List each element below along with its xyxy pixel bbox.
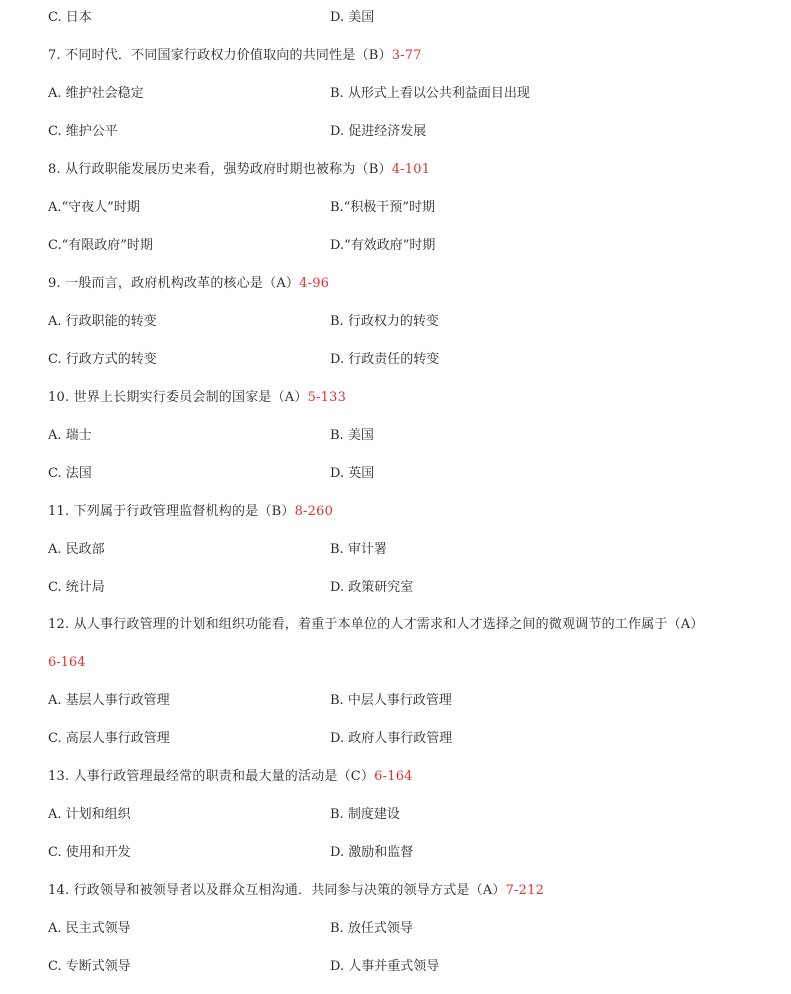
page-reference: 4-96: [299, 276, 330, 291]
option-b: B. 审计署: [330, 542, 387, 557]
option-d: D. 激励和监督: [330, 845, 414, 860]
question-text: 12. 从人事行政管理的计划和组织功能看，着重于本单位的人才需求和人才选择之间的微观调节的工作属于（A）: [48, 617, 704, 632]
option-c: C. 专断式领导: [48, 959, 131, 974]
option-d: D. 人事并重式领导: [330, 959, 440, 974]
option-a: A. 基层人事行政管理: [48, 693, 170, 708]
option-a: A. 维护社会稳定: [48, 86, 144, 101]
option-d: D.“有效政府”时期: [330, 238, 436, 253]
option-c: C. 使用和开发: [48, 845, 131, 860]
question-8: [48, 162, 430, 178]
page-reference: 5-133: [307, 390, 347, 405]
option-b: B. 中层人事行政管理: [330, 693, 452, 708]
question-text: 11. 下列属于行政管理监督机构的是（B）: [48, 504, 295, 519]
option-d: D. 美国: [330, 10, 375, 25]
option-a: A. 民政部: [48, 542, 105, 557]
option-c: C. 高层人事行政管理: [48, 731, 170, 746]
question-text: 8. 从行政职能发展历史来看，强势政府时期也被称为（B）: [48, 162, 392, 177]
option-b: B. 行政权力的转变: [330, 314, 439, 329]
question-13: [48, 769, 413, 785]
option-d: D. 英国: [330, 466, 375, 481]
page-reference: 3-77: [391, 48, 422, 63]
option-b: B. 美国: [330, 428, 374, 443]
option-d: D. 行政责任的转变: [330, 352, 440, 367]
option-b: B.“积极干预”时期: [330, 200, 435, 215]
question-11: [48, 504, 333, 520]
question-text: 13. 人事行政管理最经常的职责和最大量的活动是（C）: [48, 769, 375, 784]
question-10: [48, 390, 346, 406]
option-c: C. 日本: [48, 10, 92, 25]
question-text: 14. 行政领导和被领导者以及群众互相沟通．共同参与决策的领导方式是（A）: [48, 883, 506, 898]
option-a: A. 计划和组织: [48, 807, 131, 822]
question-12: [48, 617, 704, 633]
option-b: B. 放任式领导: [330, 921, 413, 936]
page-reference: 6-164: [48, 655, 86, 670]
option-a: A. 行政职能的转变: [48, 314, 157, 329]
option-a: A. 民主式领导: [48, 921, 131, 936]
option-c: C. 维护公平: [48, 124, 118, 139]
page-reference: 8-260: [294, 504, 334, 519]
question-12-ref-line: [48, 655, 85, 671]
question-14: [48, 883, 544, 899]
option-c: C. 行政方式的转变: [48, 352, 157, 367]
page-reference: 7-212: [505, 883, 545, 898]
option-a: A. 瑞士: [48, 428, 92, 443]
question-9: [48, 276, 329, 292]
option-c: C.“有限政府”时期: [48, 238, 153, 253]
option-d: D. 政策研究室: [330, 580, 414, 595]
page-reference: 4-101: [391, 162, 431, 177]
option-c: C. 统计局: [48, 580, 105, 595]
question-text: 9. 一般而言，政府机构改革的核心是（A）: [48, 276, 300, 291]
page-reference: 6-164: [374, 769, 413, 784]
question-text: 10. 世界上长期实行委员会制的国家是（A）: [48, 390, 308, 405]
question-text: 7. 不同时代．不同国家行政权力价值取向的共同性是（B）: [48, 48, 392, 63]
question-7: [48, 48, 422, 64]
option-a: A.“守夜人”时期: [48, 200, 140, 215]
option-b: B. 从形式上看以公共利益面目出现: [330, 86, 530, 101]
option-d: D. 政府人事行政管理: [330, 731, 453, 746]
option-c: C. 法国: [48, 466, 92, 481]
option-b: B. 制度建设: [330, 807, 400, 822]
option-d: D. 促进经济发展: [330, 124, 427, 139]
